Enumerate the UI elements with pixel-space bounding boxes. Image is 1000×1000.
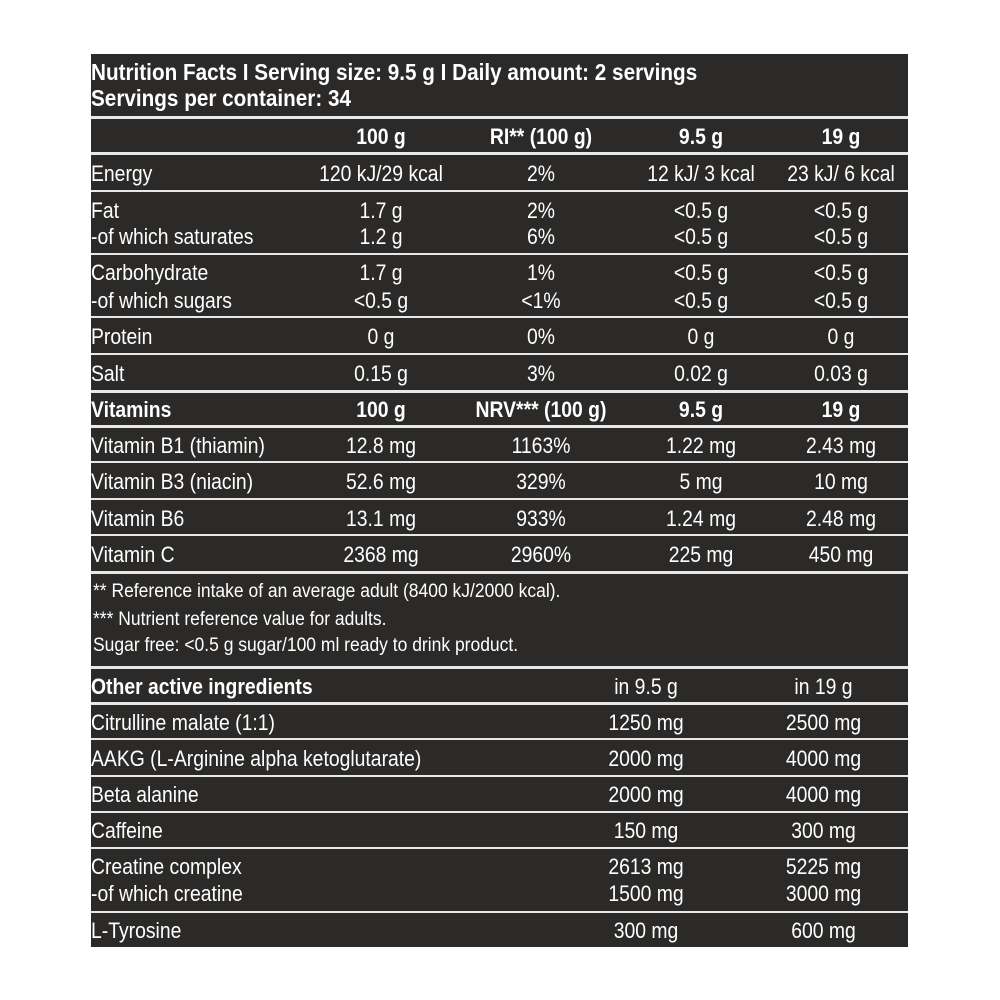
nutrient-value: 23 kJ/ 6 kcal	[787, 161, 895, 186]
header-in-19g: in 19 g	[794, 674, 853, 699]
ingredient-value: 600 mg	[791, 918, 856, 943]
divider	[91, 316, 908, 318]
vitamin-value: 225 mg	[668, 542, 734, 567]
nutrient-value: <0.5 g	[673, 224, 729, 249]
divider	[91, 152, 908, 155]
vitamin-value: 2368 mg	[343, 542, 419, 567]
nutrient-ri: 2%	[527, 161, 555, 186]
divider	[91, 775, 908, 777]
nutrient-value: <0.5 g	[673, 198, 729, 223]
nutrient-value: <0.5 g	[673, 288, 729, 313]
ingredient-value: 3000 mg	[785, 881, 862, 906]
nutrient-name: Carbohydrate	[91, 260, 209, 285]
nutrient-name: Energy	[91, 161, 153, 186]
ingredient-value: 2613 mg	[608, 854, 684, 879]
divider	[91, 911, 908, 913]
divider	[91, 190, 908, 192]
vitamin-name: Vitamin B1 (thiamin)	[91, 433, 265, 458]
divider	[91, 571, 908, 574]
nutrient-value: <0.5 g	[673, 260, 729, 285]
nutrient-value: 0.03 g	[814, 361, 868, 386]
ingredient-value: 2000 mg	[608, 782, 684, 807]
nutrient-name: Fat	[91, 198, 119, 223]
nutrient-value: 0.15 g	[354, 361, 408, 386]
nutrient-value: 1.7 g	[359, 198, 403, 223]
ingredient-name: Citrulline malate (1:1)	[91, 710, 275, 735]
nutrient-value: 1.7 g	[359, 260, 403, 285]
ingredient-value: 1250 mg	[608, 710, 684, 735]
nutrient-name: Protein	[91, 324, 153, 349]
ingredient-value: 300 mg	[613, 918, 679, 943]
divider	[91, 666, 908, 669]
vitamin-value: 450 mg	[808, 542, 874, 567]
nutrient-ri: 0%	[527, 324, 555, 349]
nutrient-value: 12 kJ/ 3 kcal	[647, 161, 755, 186]
header-19g: 19 g	[821, 124, 861, 149]
header-in-9-5g: in 9.5 g	[614, 674, 678, 699]
vitamin-nrv: 329%	[516, 469, 566, 494]
divider	[91, 534, 908, 536]
divider	[91, 390, 908, 393]
ingredient-value: 4000 mg	[785, 746, 862, 771]
nutrient-value: 0 g	[827, 324, 855, 349]
ingredient-name: L-Tyrosine	[91, 918, 182, 943]
nutrient-ri: 6%	[527, 224, 555, 249]
ingredient-name: AAKG (L-Arginine alpha ketoglutarate)	[91, 746, 422, 771]
ingredient-name: Beta alanine	[91, 782, 199, 807]
divider	[91, 353, 908, 355]
nutrient-value: 0.02 g	[674, 361, 728, 386]
vitamin-name: Vitamin B3 (niacin)	[91, 469, 254, 494]
divider	[91, 811, 908, 813]
nutrient-value: <0.5 g	[813, 198, 869, 223]
header-ri: RI** (100 g)	[489, 124, 593, 149]
footnote: Sugar free: <0.5 g sugar/100 ml ready to drink product.	[93, 635, 519, 656]
nutrient-value: 0 g	[367, 324, 395, 349]
vitamin-value: 2.48 mg	[806, 506, 876, 531]
nutrient-name: Salt	[91, 361, 125, 386]
footnote: *** Nutrient reference value for adults.	[93, 609, 387, 630]
divider	[91, 498, 908, 500]
nutrient-value: 1.2 g	[359, 224, 403, 249]
nutrient-value: <0.5 g	[813, 288, 869, 313]
vitamin-value: 52.6 mg	[346, 469, 416, 494]
header-nrv: NRV*** (100 g)	[475, 397, 607, 422]
divider	[91, 116, 908, 119]
nutrient-ri: 3%	[527, 361, 555, 386]
vitamin-value: 1.22 mg	[666, 433, 736, 458]
ingredient-value: 1500 mg	[608, 881, 684, 906]
ingredient-value: 300 mg	[791, 818, 856, 843]
header-9-5g: 9.5 g	[678, 124, 724, 149]
nutrient-value: 120 kJ/29 kcal	[319, 161, 443, 186]
ingredient-name: Caffeine	[91, 818, 163, 843]
nutrient-ri: 2%	[527, 198, 555, 223]
vitamin-name: Vitamin C	[91, 542, 175, 567]
nutrient-value: <0.5 g	[813, 224, 869, 249]
nutrition-facts-panel	[91, 54, 908, 947]
nutrient-name: -of which saturates	[91, 224, 254, 249]
vitamin-value: 10 mg	[814, 469, 868, 494]
nutrient-value: <0.5 g	[353, 288, 409, 313]
divider	[91, 253, 908, 255]
divider	[91, 425, 908, 428]
ingredient-name: -of which creatine	[91, 881, 243, 906]
nutrient-name: -of which sugars	[91, 288, 232, 313]
vitamin-name: Vitamin B6	[91, 506, 185, 531]
vitamin-value: 13.1 mg	[346, 506, 416, 531]
divider	[91, 847, 908, 849]
nutrient-value: <0.5 g	[813, 260, 869, 285]
vitamin-value: 2.43 mg	[806, 433, 876, 458]
nutrient-ri: 1%	[527, 260, 555, 285]
header-19g: 19 g	[821, 397, 861, 422]
divider	[91, 702, 908, 705]
ingredient-value: 4000 mg	[785, 782, 862, 807]
other-ingredients-heading: Other active ingredients	[91, 674, 313, 699]
nutrient-ri: <1%	[521, 288, 561, 313]
ingredient-value: 150 mg	[613, 818, 679, 843]
divider	[91, 461, 908, 463]
vitamin-nrv: 933%	[516, 506, 566, 531]
vitamins-heading: Vitamins	[91, 397, 172, 422]
header-9-5g: 9.5 g	[678, 397, 724, 422]
vitamin-value: 1.24 mg	[666, 506, 736, 531]
vitamin-value: 5 mg	[679, 469, 723, 494]
header-100g: 100 g	[356, 397, 406, 422]
ingredient-value: 2500 mg	[785, 710, 862, 735]
ingredient-value: 2000 mg	[608, 746, 684, 771]
title-line-1: Nutrition Facts I Serving size: 9.5 g I Daily amount: 2 servings	[91, 59, 698, 85]
vitamin-nrv: 2960%	[510, 542, 572, 567]
footnote: ** Reference intake of an average adult (8400 kJ/2000 kcal).	[93, 581, 561, 602]
vitamin-nrv: 1163%	[511, 433, 571, 458]
ingredient-value: 5225 mg	[785, 854, 862, 879]
header-100g: 100 g	[356, 124, 406, 149]
nutrient-value: 0 g	[687, 324, 715, 349]
divider	[91, 738, 908, 740]
vitamin-value: 12.8 mg	[346, 433, 416, 458]
ingredient-name: Creatine complex	[91, 854, 242, 879]
title-line-2: Servings per container: 34	[91, 85, 352, 111]
